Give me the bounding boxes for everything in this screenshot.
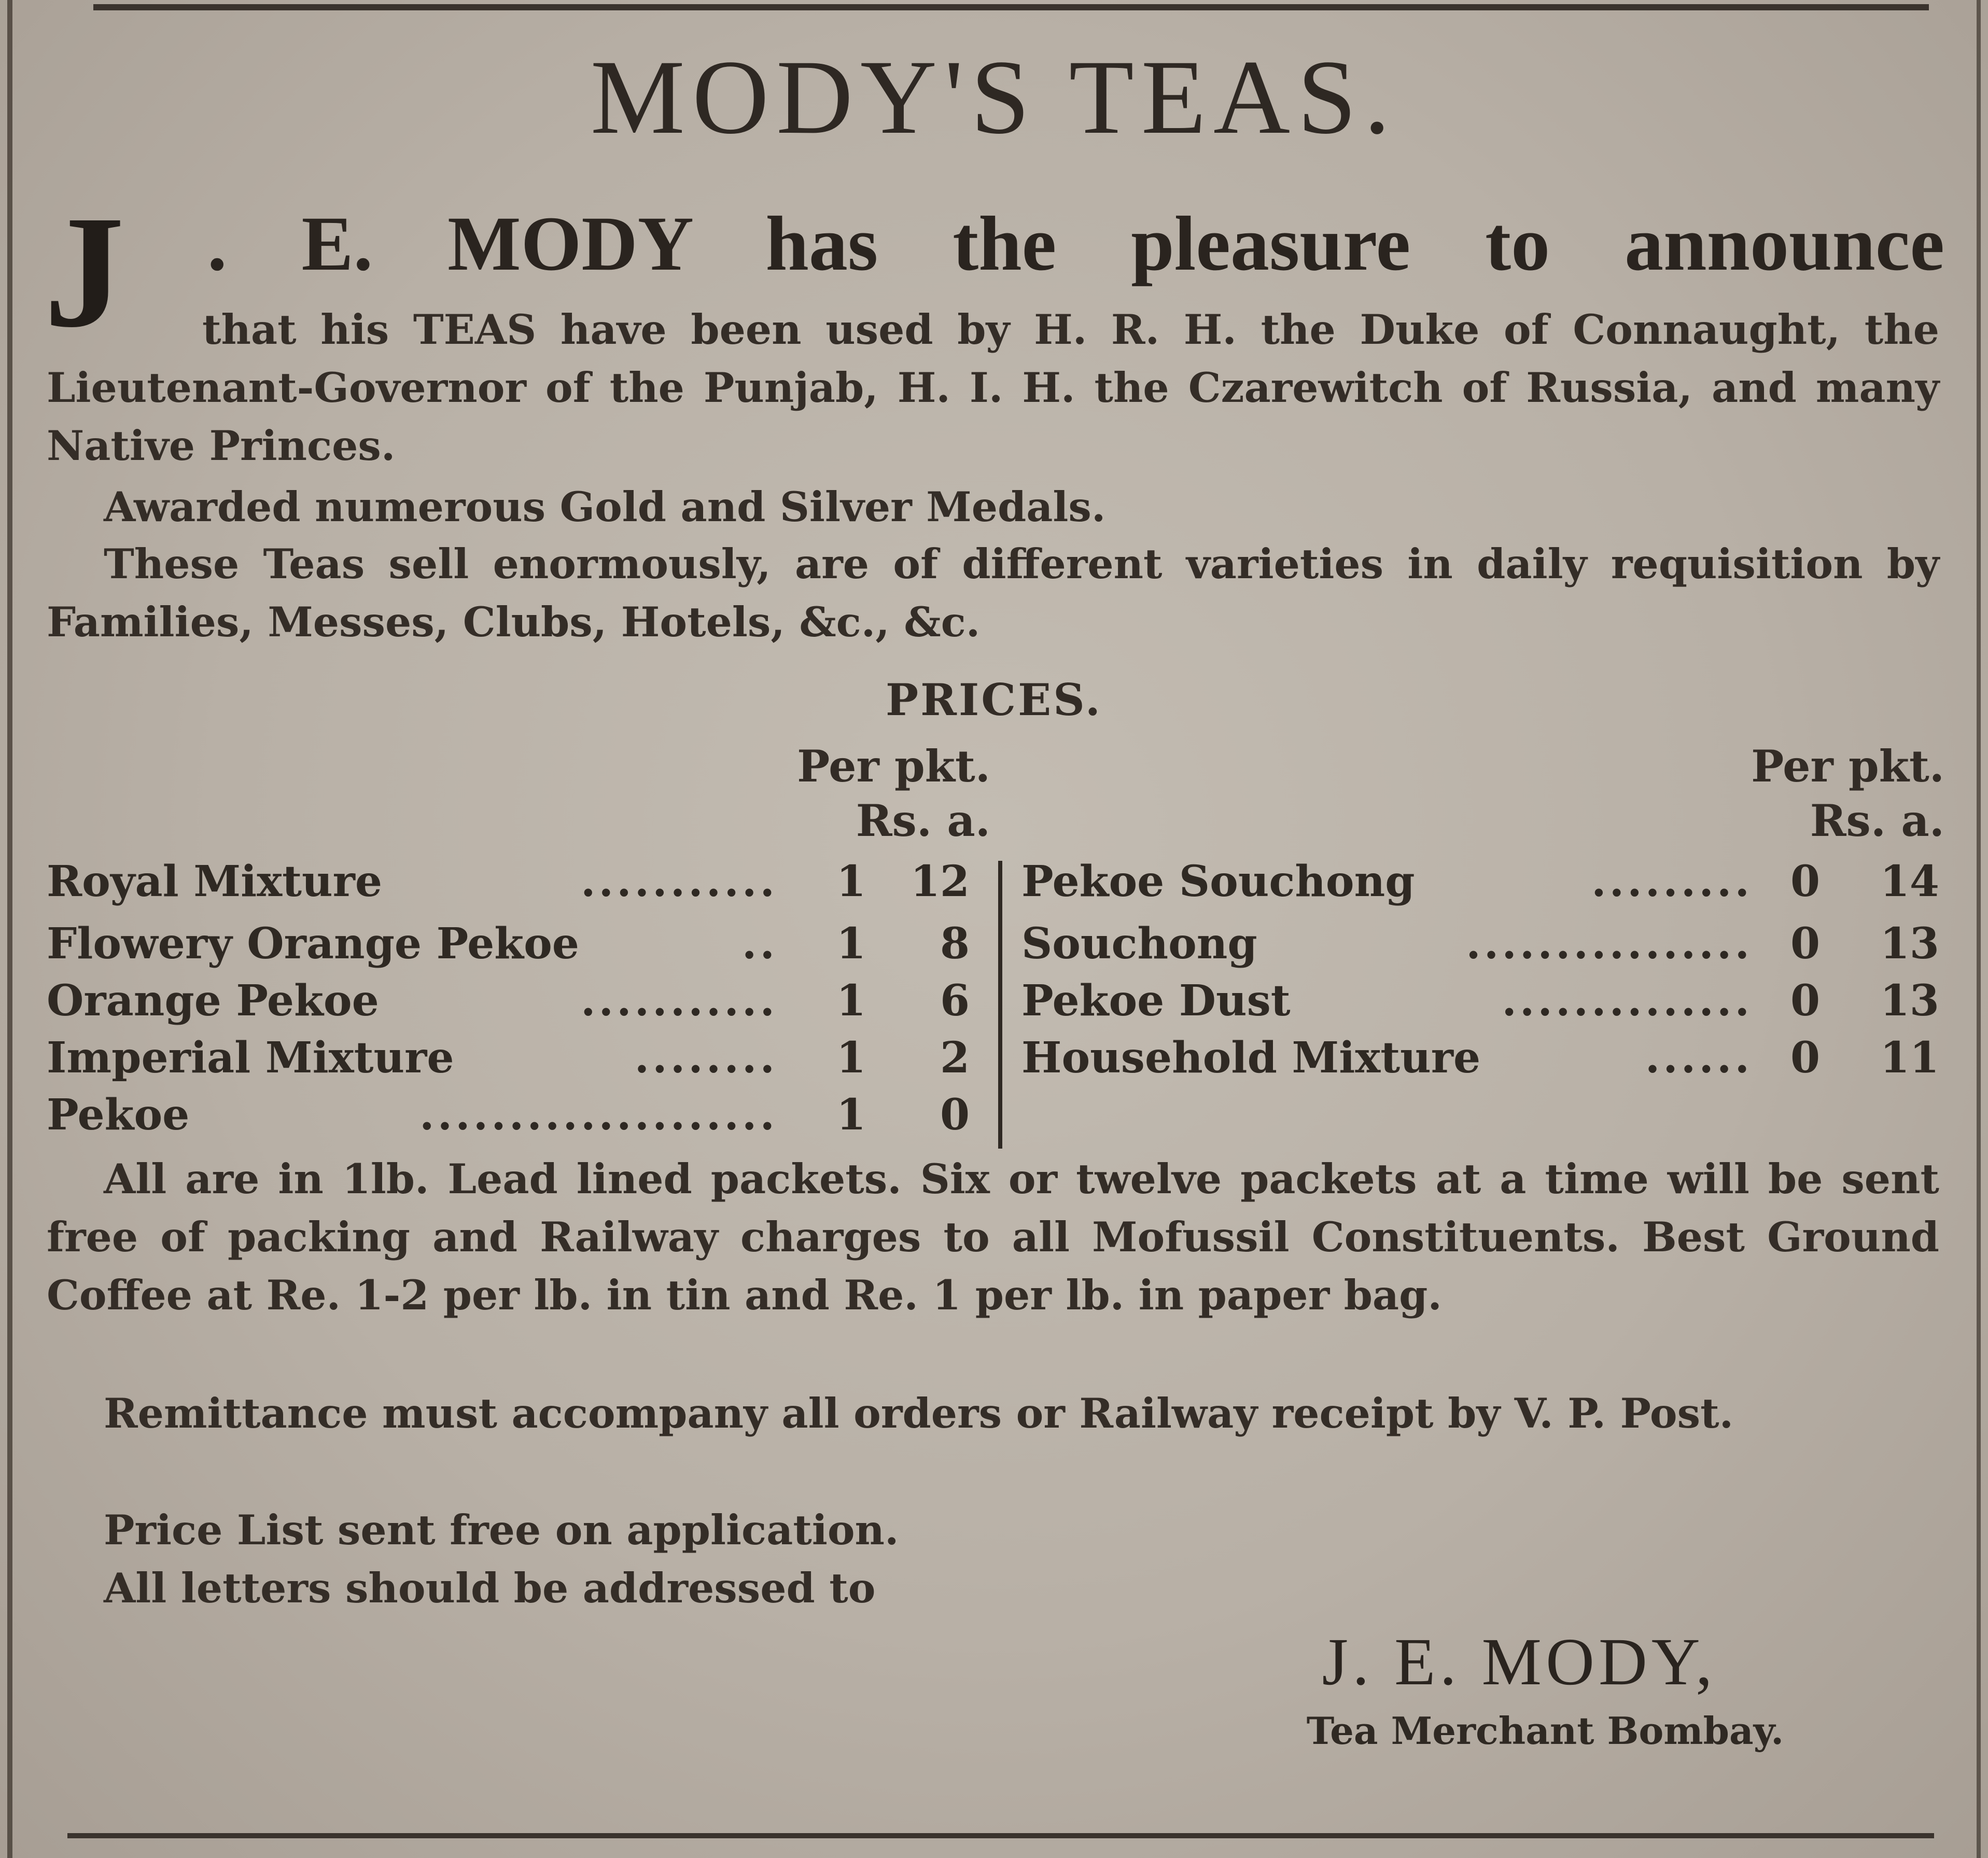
remittance-paragraph: Remittance must accompany all orders or Railway receipt by V. P. Post.	[104, 1389, 1734, 1437]
right-units-label: Rs. a.	[1810, 795, 1944, 846]
ad-title: MODY'S TEAS.	[590, 38, 1398, 156]
leader-dots: ...........	[580, 857, 778, 906]
packets-paragraph: All are in 1lb. Lead lined packets. Six or twelve packets at a time will be sent free of packing and Railway charges to all Mofussil Constituents. Best Ground Coffee at Re. 1-2 per lb. in tin and Re. 1 per lb. in paper bag.	[47, 1155, 1939, 1319]
tea-name: Orange Pekoe	[47, 976, 379, 1026]
price-rupees: 1	[836, 976, 866, 1026]
price-list-note: Price List sent free on application.	[104, 1506, 899, 1554]
right-per-packet-label: Per pkt.	[1751, 741, 1944, 792]
left-column-header	[674, 739, 990, 848]
prices-heading: PRICES.	[885, 674, 1103, 725]
price-rupees: 0	[1790, 1033, 1820, 1083]
leader-dots: ................	[1466, 919, 1753, 969]
price-annas: 13	[1880, 919, 1939, 969]
tea-name: Pekoe Dust	[1021, 976, 1291, 1026]
leader-dots: ....................	[419, 1090, 778, 1140]
price-annas: 0	[940, 1090, 970, 1140]
price-rupees: 1	[836, 857, 866, 906]
right-column-header	[1581, 739, 1944, 848]
price-row	[1021, 1027, 1753, 1089]
leader-dots: ........	[634, 1033, 778, 1083]
price-annas: 13	[1880, 976, 1939, 1026]
leader-dots: ..............	[1502, 976, 1753, 1026]
price-row	[47, 1084, 778, 1146]
price-annas: 12	[910, 857, 970, 906]
price-row	[47, 1027, 778, 1089]
leader-dots: ......	[1645, 1033, 1753, 1083]
top-rule	[93, 4, 1929, 10]
headline: . E. MODY has the pleasure to announce	[207, 201, 1944, 287]
price-annas: 8	[940, 919, 970, 969]
tea-name: Flowery Orange Pekoe	[47, 919, 579, 969]
signature-title: Tea Merchant Bombay.	[1306, 1709, 1784, 1753]
tea-name: Imperial Mixture	[47, 1033, 454, 1083]
tea-name: Royal Mixture	[47, 857, 382, 906]
price-rupees: 0	[1790, 857, 1820, 906]
price-row	[1021, 970, 1753, 1032]
tea-name: Pekoe	[47, 1090, 190, 1140]
tea-name: Household Mixture	[1021, 1033, 1481, 1083]
bottom-rule	[67, 1833, 1934, 1838]
price-annas: 14	[1880, 857, 1939, 906]
price-row	[1021, 913, 1753, 975]
column-divider	[998, 861, 1002, 1149]
leader-dots: ..	[741, 919, 778, 969]
varieties-paragraph: These Teas sell enormously, are of different varieties in daily requisition by Families, Messes, Clubs, Hotels, &c., &c.	[47, 540, 1939, 646]
price-rupees: 0	[1790, 976, 1820, 1026]
tea-name: Souchong	[1021, 919, 1257, 969]
price-row	[47, 850, 778, 913]
intro-paragraph: that his TEAS have been used by H. R. H. the Duke of Connaught, the Lieutenant-Governor of the Punjab, H. I. H. the Czarewitch of Russia, and many Native Princes.	[47, 305, 1939, 470]
price-row	[1021, 850, 1753, 913]
left-units-label: Rs. a.	[856, 795, 990, 846]
leader-dots: .........	[1591, 857, 1753, 906]
price-row	[47, 913, 778, 975]
right-border	[1977, 0, 1981, 1858]
leader-dots: ...........	[580, 976, 778, 1026]
price-rupees: 0	[1790, 919, 1820, 969]
price-annas: 11	[1880, 1033, 1939, 1083]
drop-cap: J	[44, 183, 124, 361]
tea-name: Pekoe Souchong	[1021, 857, 1415, 906]
price-rupees: 1	[836, 919, 866, 969]
letters-note: All letters should be addressed to	[104, 1564, 876, 1612]
left-border	[7, 0, 12, 1858]
price-rupees: 1	[836, 1090, 866, 1140]
price-annas: 6	[940, 976, 970, 1026]
price-row	[47, 970, 778, 1032]
price-rupees: 1	[836, 1033, 866, 1083]
medals-paragraph: Awarded numerous Gold and Silver Medals.	[104, 483, 1106, 531]
left-per-packet-label: Per pkt.	[797, 741, 990, 792]
price-annas: 2	[940, 1033, 970, 1083]
signature-name: J. E. MODY,	[1322, 1625, 1717, 1699]
